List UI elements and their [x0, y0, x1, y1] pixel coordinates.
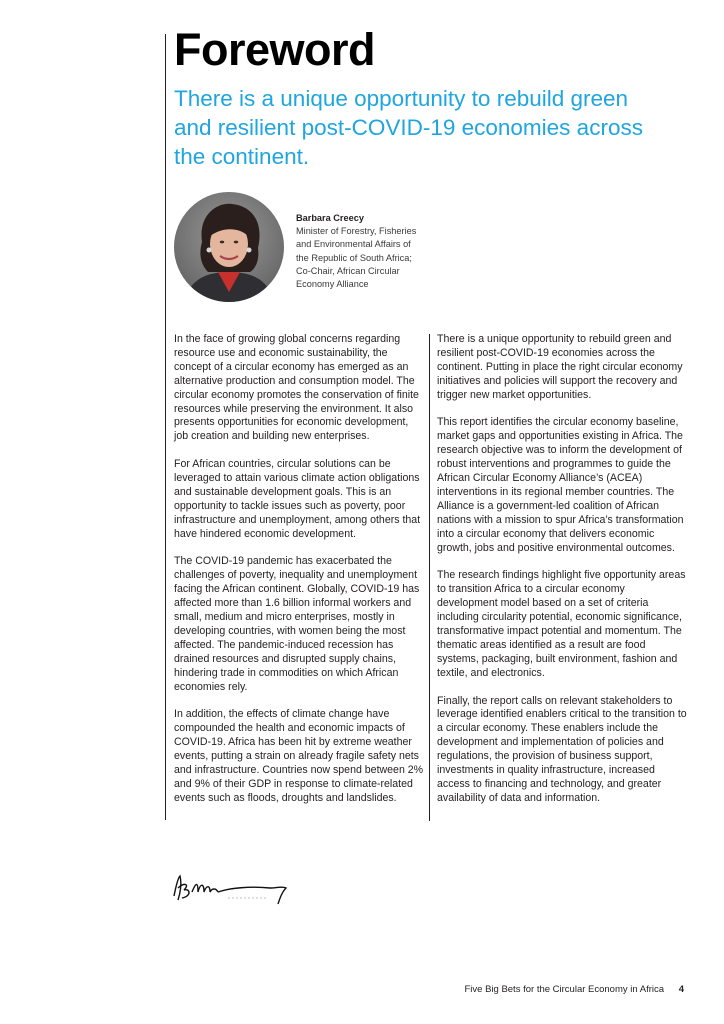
author-signature	[170, 868, 295, 913]
author-name: Barbara Creecy	[296, 213, 364, 223]
body-paragraph: The research findings highlight five opportunity areas to transition Africa to a circular economy development model based on a set of criteria including circularity potential, economic significance, transformative impact potential and momentum. The thematic areas identified as a result are food systems, packaging, built environment, fashion and textile, and electronics.	[437, 569, 686, 679]
body-paragraph: This report identifies the circular economy baseline, market gaps and opportunities existing in Africa. The research objective was to inform the development of robust interventions and programmes to guide the African Circular Economy Alliance’s (ACEA) interventions in its regional member countries. The Alliance is a government-led coalition of African nations with a mission to spur Africa’s transformation into a circular economy that delivers economic growth, jobs and positive environmental outcomes.	[437, 416, 684, 554]
footer-report-title: Five Big Bets for the Circular Economy in Africa	[464, 984, 665, 995]
author-role-line: Minister of Forestry, Fisheries	[296, 226, 417, 237]
author-role-line: Economy Alliance	[296, 279, 369, 290]
body-paragraph: In the face of growing global concerns regarding resource use and economic sustainability, the concept of a circular economy has emerged as an alternative production and consumption model. The circular economy promotes the conservation of finite resources while preserving the environment. It also presents opportunities for economic development, job creation and building new enterprises.	[174, 333, 419, 443]
author-role-line: Co-Chair, African Circular	[296, 265, 400, 276]
body-paragraph: For African countries, circular solutions can be leveraged to attain various climate action obligations and sustainable development goals. This is an opportunity to tackle issues such as poverty, poor infrastructure and unemployment, among others that have hindered economic development.	[174, 458, 421, 540]
body-paragraph: The COVID-19 pandemic has exacerbated the challenges of poverty, inequality and unemployment facing the African continent. Globally, COVID-19 has affected more than 1.6 billion informal workers and small, medium and micro enterprises, mostly in developing countries, with women being the most affected. The pandemic-induced recession has drained resources and disrupted supply chains, hindering trade in commodities on which African economies rely.	[174, 555, 420, 693]
body-paragraph: In addition, the effects of climate change have compounded the health and economic impacts of COVID-19. Africa has been hit by extreme weather events, putting a strain on already fragile safety nets and infrastructure. Countries now spend between 2% and 9% of their GDP in response to climate-related events such as floods, droughts and landslides.	[174, 708, 424, 804]
page-footer	[464, 984, 684, 995]
author-block	[296, 212, 426, 291]
author-portrait	[174, 192, 284, 302]
body-paragraph: Finally, the report calls on relevant stakeholders to leverage identified enablers critical to the transition to a circular economy. These enablers include the development and implementation of policies and regulations, the provision of business support, investments in quality infrastructure, increased access to financing and technology, and greater availability of data and information.	[437, 694, 687, 804]
left-vertical-rule	[165, 34, 166, 820]
page-title: Foreword	[174, 24, 376, 75]
page-number: 4	[678, 984, 684, 995]
author-role-line: the Republic of South Africa;	[296, 252, 412, 263]
author-role-line: and Environmental Affairs of	[296, 239, 411, 250]
column-divider-rule	[429, 334, 430, 821]
page-subtitle: There is a unique opportunity to rebuild green and resilient post-COVID-19 economies across the continent.	[174, 86, 643, 169]
left-text-column	[174, 333, 424, 820]
right-text-column	[437, 333, 687, 820]
body-paragraph: There is a unique opportunity to rebuild green and resilient post-COVID-19 economies across the continent. Putting in place the right circular economy initiatives and policies will support the recovery and trigger new market opportunities.	[437, 333, 683, 401]
